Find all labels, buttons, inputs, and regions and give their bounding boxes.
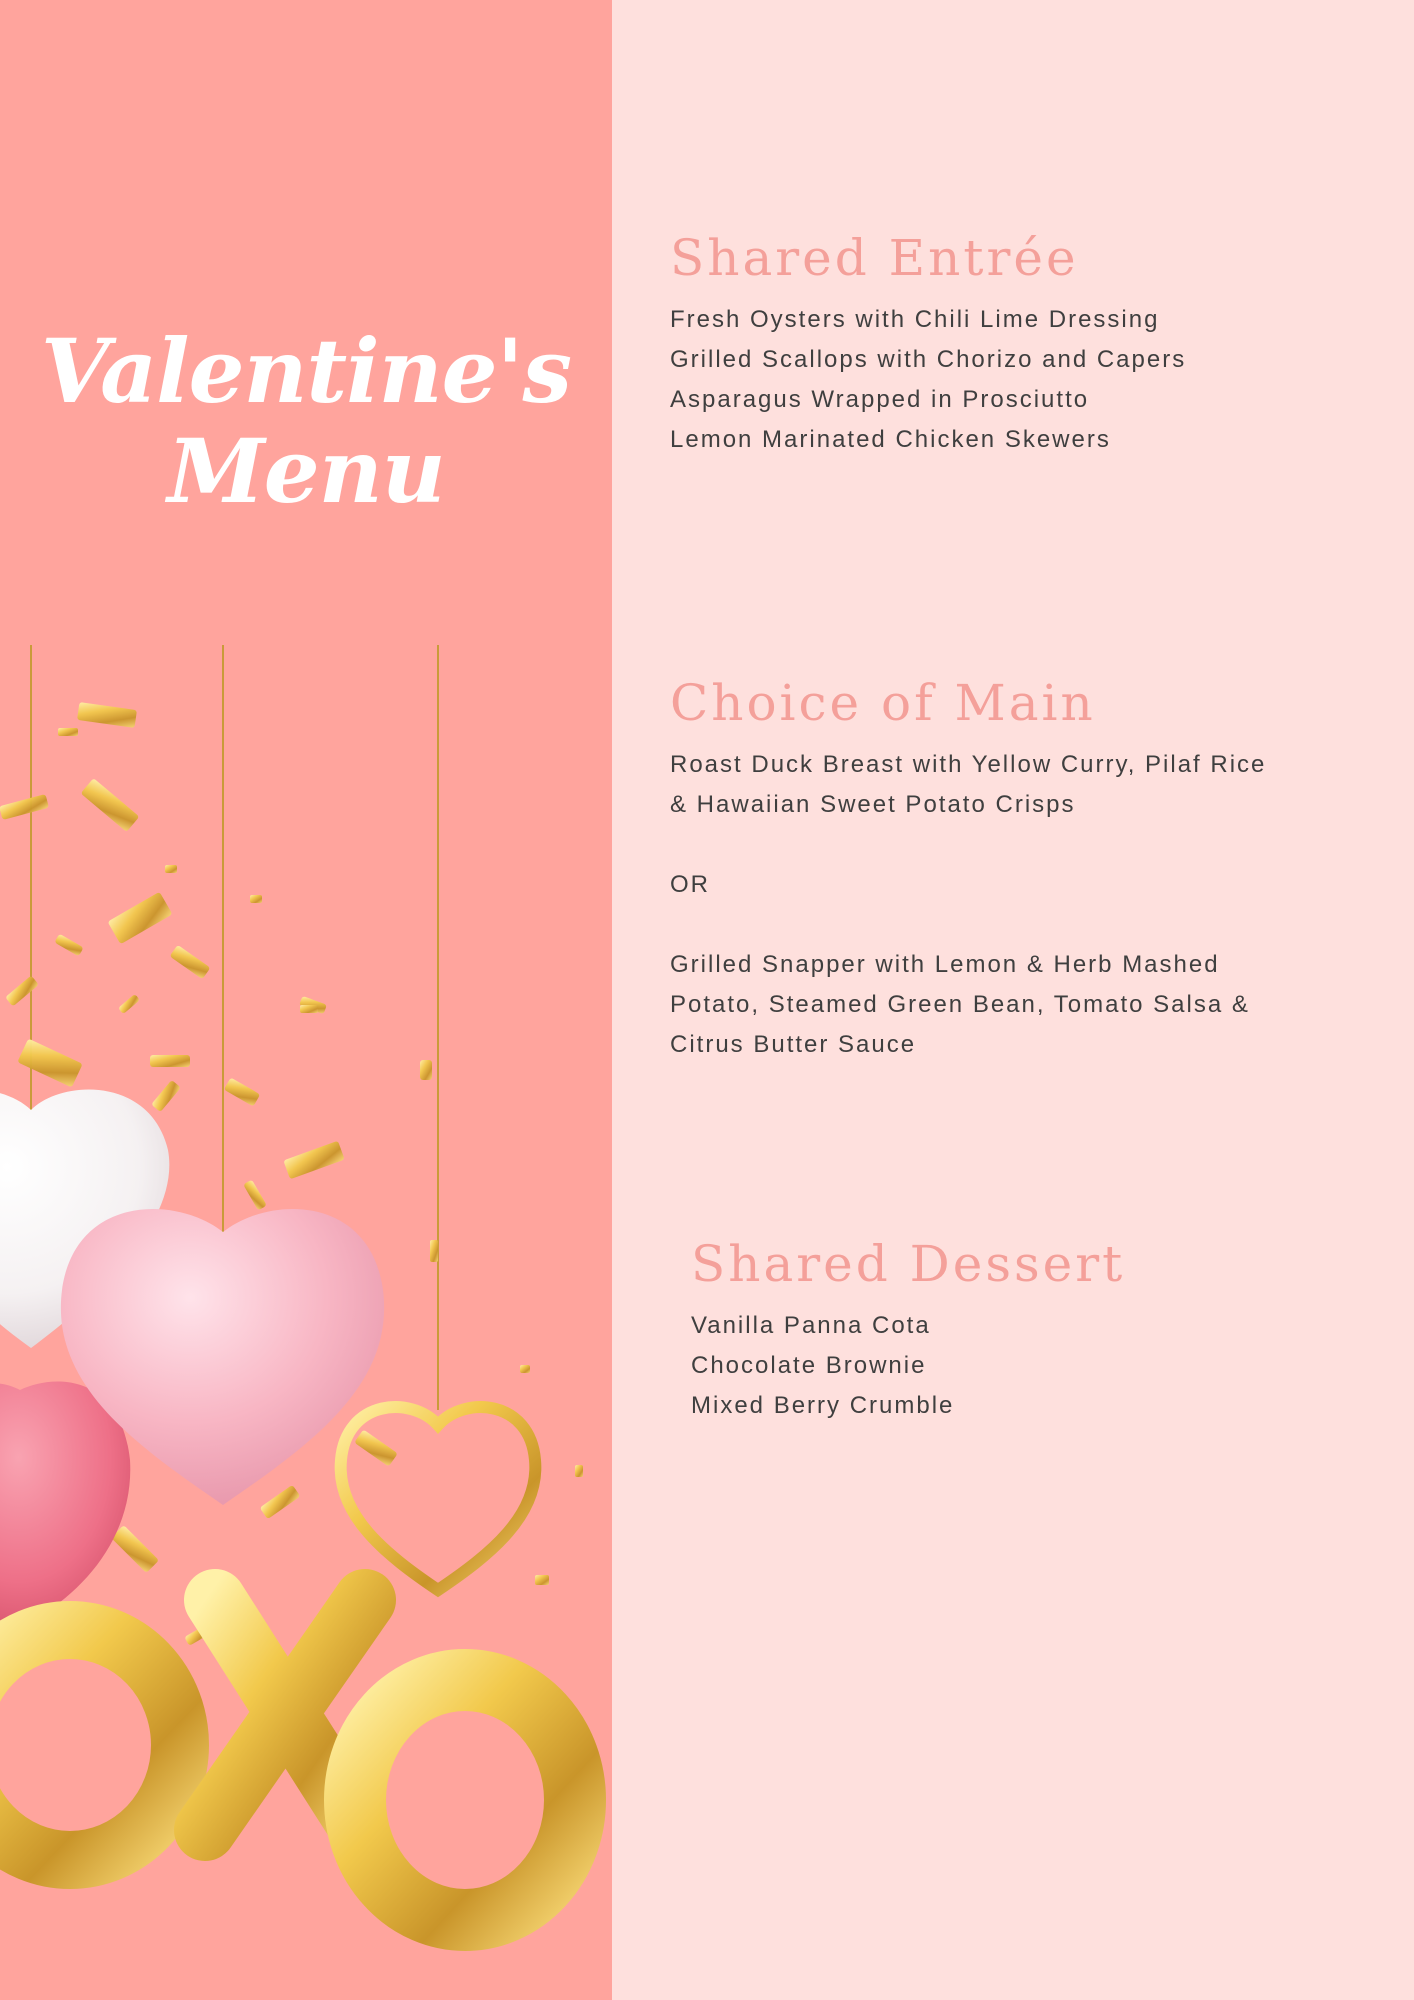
menu-item: Mixed Berry Crumble [691, 1392, 955, 1419]
main-option-1-line: Roast Duck Breast with Yellow Curry, Pilaf Rice [670, 751, 1267, 778]
menu-item: Chocolate Brownie [691, 1352, 927, 1379]
section-heading: Choice of Main [670, 674, 1096, 732]
main-option-2-line: Grilled Snapper with Lemon & Herb Mashed [670, 951, 1220, 978]
decoration-art [0, 0, 612, 2000]
menu-item: Grilled Scallops with Chorizo and Capers [670, 346, 1187, 373]
heart-balloon-icon [0, 1381, 130, 1635]
item-list [670, 745, 1266, 1065]
or-separator: OR [670, 871, 710, 898]
menu-title-line1: Valentine's [40, 318, 572, 423]
left-panel [0, 0, 612, 2000]
menu-item: Lemon Marinated Chicken Skewers [670, 426, 1111, 453]
menu-title [0, 318, 612, 523]
menu-item: Asparagus Wrapped in Prosciutto [670, 386, 1090, 413]
section-heading: Shared Dessert [691, 1235, 1126, 1293]
item-list [670, 300, 1186, 460]
xo-balloon-icon [0, 1600, 575, 1920]
section-shared-dessert [691, 1234, 1125, 1426]
item-list [691, 1306, 1125, 1426]
menu-item: Fresh Oysters with Chili Lime Dressing [670, 306, 1160, 333]
menu-item: Vanilla Panna Cota [691, 1312, 931, 1339]
main-option-1-line: & Hawaiian Sweet Potato Crisps [670, 791, 1076, 818]
main-option-2-line: Citrus Butter Sauce [670, 1031, 917, 1058]
section-heading: Shared Entrée [670, 229, 1079, 287]
menu-title-line2: Menu [167, 418, 445, 523]
main-option-2-line: Potato, Steamed Green Bean, Tomato Salsa & [670, 991, 1250, 1018]
section-choice-of-main [670, 673, 1266, 1065]
section-shared-entree [670, 228, 1186, 460]
